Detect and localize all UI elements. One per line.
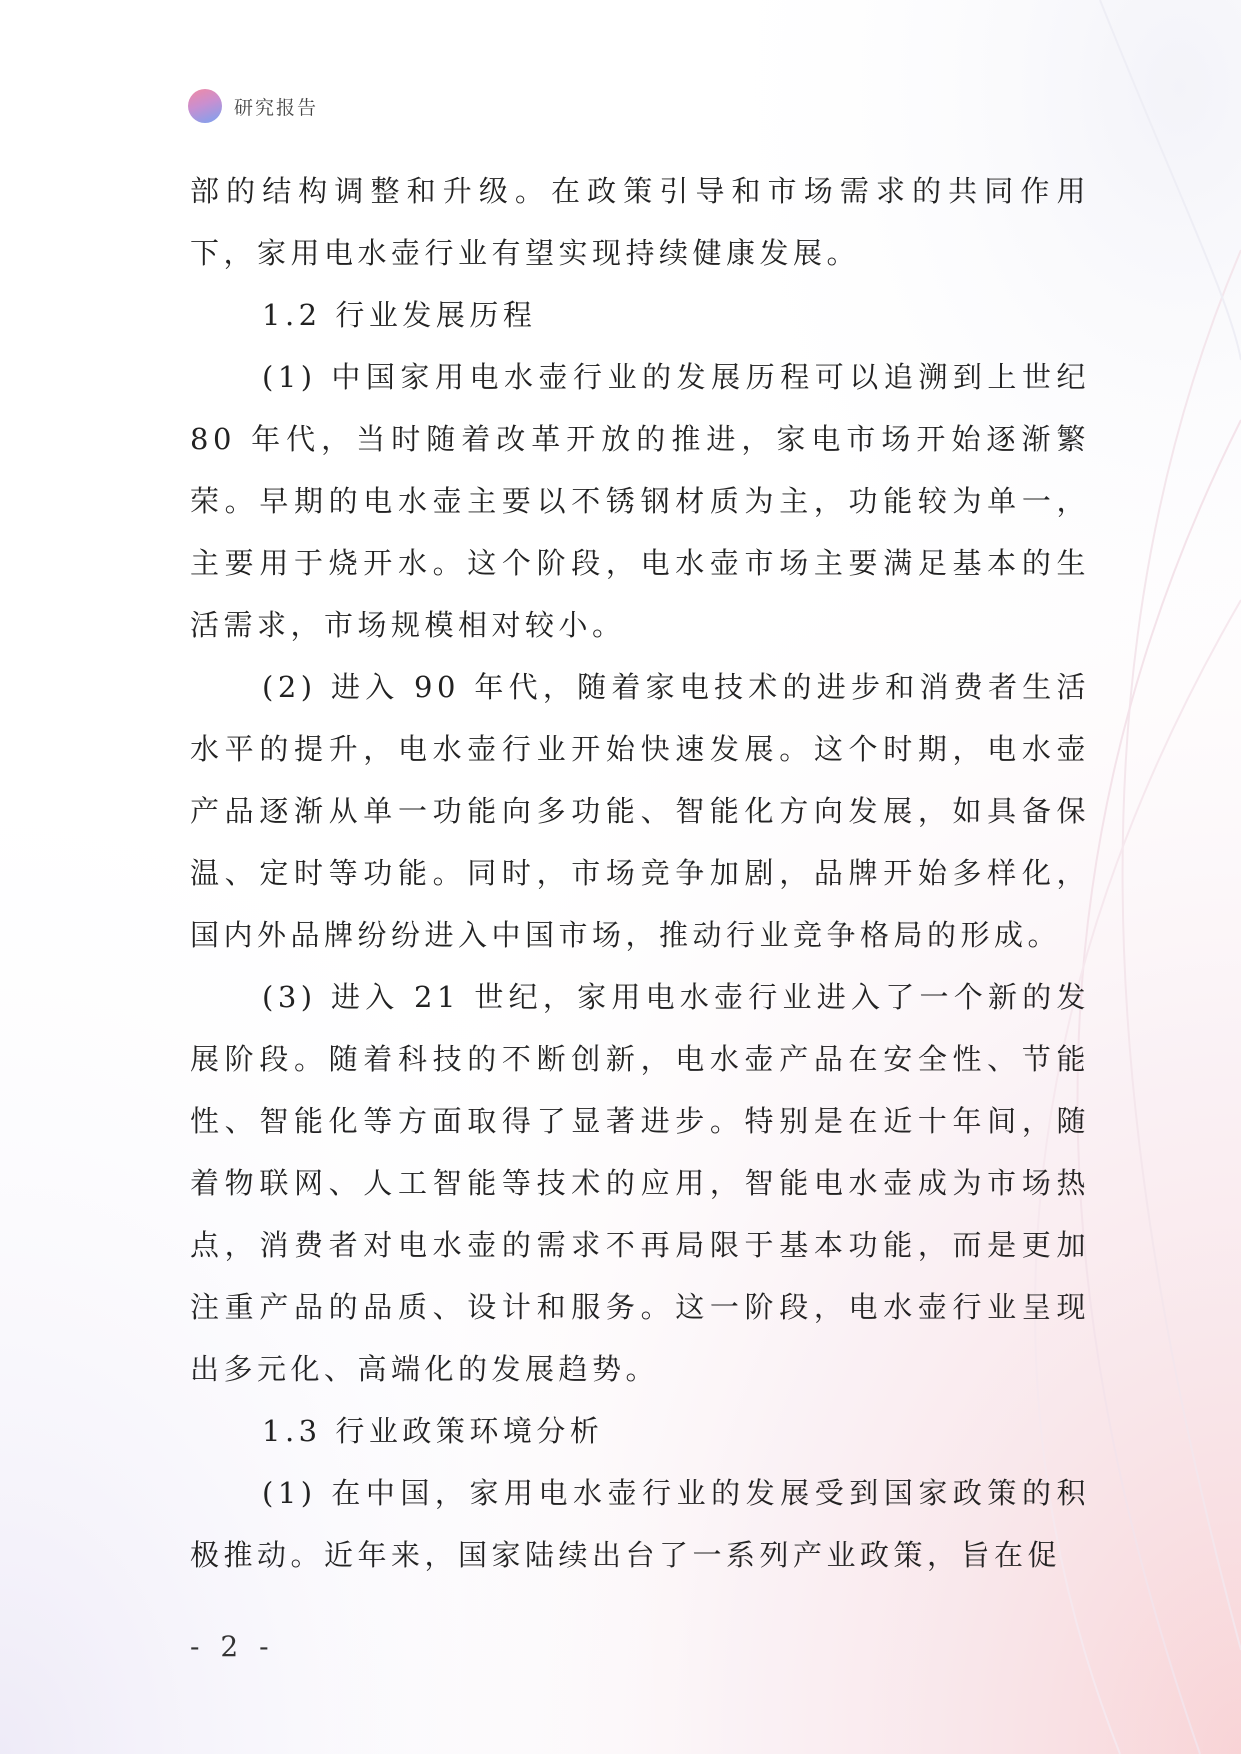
header-title: 研究报告	[234, 96, 319, 119]
document-body	[190, 160, 1090, 1586]
paragraph-1-3-1: (1) 在中国，家用电水壶行业的发展受到国家政策的积极推动。近年来，国家陆续出台了一系列产业政策，旨在促	[190, 1476, 1090, 1572]
paragraph-continued: 部的结构调整和升级。在政策引导和市场需求的共同作用下，家用电水壶行业有望实现持续健康发展。	[190, 174, 1090, 270]
logo-circle-icon	[188, 89, 222, 123]
section-heading-1-2: 1.2 行业发展历程	[262, 298, 537, 332]
section-heading-1-3: 1.3 行业政策环境分析	[262, 1414, 604, 1448]
paragraph-1-2-1: (1) 中国家用电水壶行业的发展历程可以追溯到上世纪 80 年代，当时随着改革开放的推进，家电市场开始逐渐繁荣。早期的电水壶主要以不锈钢材质为主，功能较为单一，主要用于烧开水。这个阶段，电水壶市场主要满足基本的生活需求，市场规模相对较小。	[190, 360, 1090, 642]
page-number: - 2 -	[190, 1630, 275, 1663]
paragraph-1-2-3: (3) 进入 21 世纪，家用电水壶行业进入了一个新的发展阶段。随着科技的不断创新，电水壶产品在安全性、节能性、智能化等方面取得了显著进步。特别是在近十年间，随着物联网、人工智能等技术的应用，智能电水壶成为市场热点，消费者对电水壶的需求不再局限于基本功能，而是更加注重产品的品质、设计和服务。这一阶段，电水壶行业呈现出多元化、高端化的发展趋势。	[190, 980, 1090, 1386]
report-header	[188, 89, 318, 123]
paragraph-1-2-2: (2) 进入 90 年代，随着家电技术的进步和消费者生活水平的提升，电水壶行业开始快速发展。这个时期，电水壶产品逐渐从单一功能向多功能、智能化方向发展，如具备保温、定时等功能。同时，市场竞争加剧，品牌开始多样化，国内外品牌纷纷进入中国市场，推动行业竞争格局的形成。	[190, 670, 1090, 952]
